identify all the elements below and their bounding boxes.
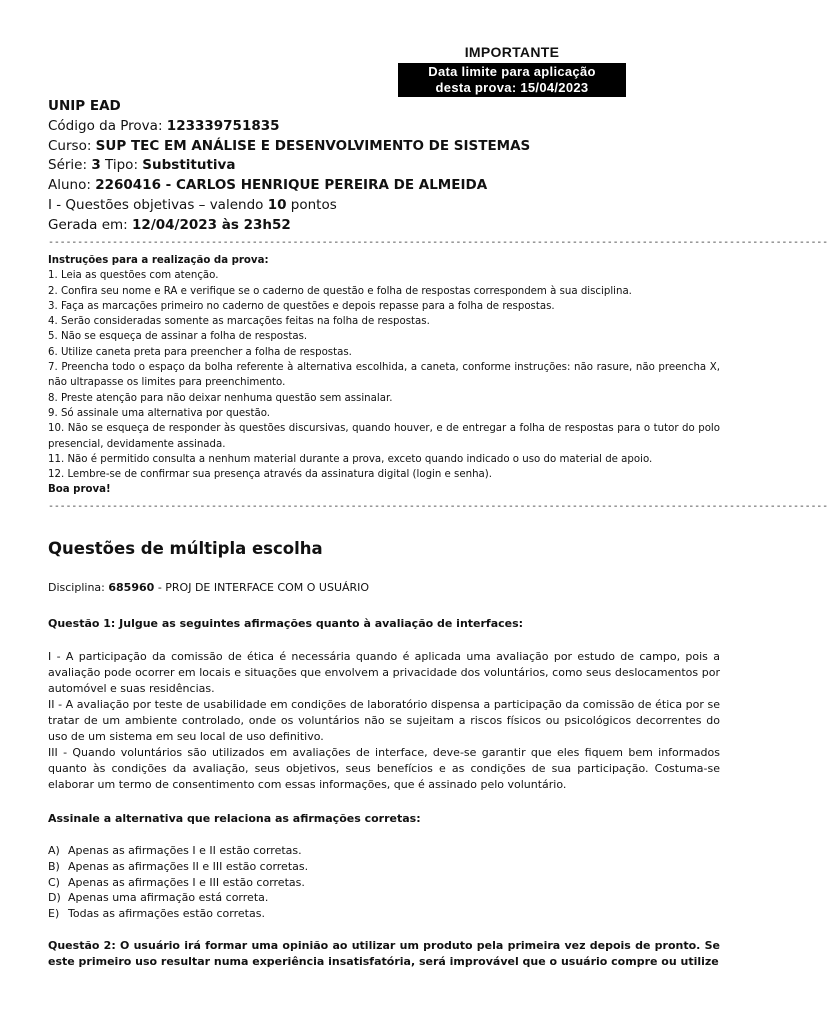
series-label: Série:: [48, 157, 88, 174]
alternative-c[interactable]: [48, 875, 720, 891]
generated-date: 12/04/2023 às 23h52: [132, 216, 291, 233]
alternative-letter: C): [48, 875, 60, 889]
instruction-item: 9. Só assinale uma alternativa por questão.: [48, 407, 271, 419]
course-line: [48, 137, 728, 157]
instruction-item: 12. Lembre-se de confirmar sua presença através da assinatura digital (login e senha).: [48, 469, 493, 481]
question-1-title: Questão 1: Julgue as seguintes afirmações quanto à avaliação de interfaces:: [48, 617, 524, 630]
alternative-letter: A): [48, 844, 60, 857]
exam-code-label: Código da Prova:: [48, 117, 163, 134]
instruction-item: 10. Não se esqueça de responder às questões discursivas, quando houver, e de entregar a folha de respostas para o tutor do polo presencial, devidamente assinada.: [48, 423, 720, 450]
instruction-item: 8. Preste atenção para não deixar nenhuma questão sem assinalar.: [48, 392, 393, 404]
separator-top: --------------------------------------------------------------------------------------------------------------------------------------: [48, 237, 828, 248]
section-points: 10: [267, 196, 287, 213]
section-title: Questões de múltipla escolha: [48, 539, 323, 558]
alternative-b[interactable]: [48, 859, 720, 875]
series-line: [48, 156, 728, 176]
student-name: 2260416 - CARLOS HENRIQUE PEREIRA DE ALMEIDA: [95, 177, 488, 194]
instruction-item: 4. Serão consideradas somente as marcações feitas na folha de respostas.: [48, 316, 430, 328]
alternative-text: Apenas as afirmações I e II estão corretas.: [68, 844, 302, 857]
instructions-heading: Instruções para a realização da prova:: [48, 255, 269, 266]
question-1-alternatives: [48, 843, 720, 922]
deadline-line-2: desta prova: 15/04/2023: [435, 80, 589, 95]
institution-name: UNIP EAD: [48, 98, 121, 114]
section-suffix: pontos: [290, 196, 337, 213]
series-value: 3: [91, 157, 101, 174]
alternative-d[interactable]: [48, 890, 720, 906]
statement-3: III - Quando voluntários são utilizados em avaliações de interface, deve-se garantir que eles fiquem bem informados quanto às condições da avaliação, seus objetivos, seus benefícios e as condições de sua participação. Costuma-se elaborar um termo de consentimento com essas informações, que é assinado pelo voluntário.: [48, 746, 720, 791]
student-line: [48, 176, 728, 196]
statement-1: I - A participação da comissão de ética é necessária quando é aplicada uma avaliação por estudo de campo, pois a avaliação pode ocorrer em locais e situações que envolvem a privacidade dos voluntários, como seus deslocamentos por automóvel e suas residências.: [48, 650, 720, 695]
discipline-name: - PROJ DE INTERFACE COM O USUÁRIO: [157, 581, 370, 594]
alternative-a[interactable]: [48, 843, 720, 859]
student-label: Aluno:: [48, 177, 91, 194]
section-points-line: [48, 196, 728, 216]
alternative-text: Apenas as afirmações I e III estão corretas.: [68, 875, 305, 889]
section-prefix: I - Questões objetivas – valendo: [48, 196, 264, 213]
alternative-text: Todas as afirmações estão corretas.: [68, 907, 265, 921]
deadline-line-1: Data limite para aplicação: [428, 64, 596, 79]
discipline-line: [48, 580, 720, 596]
question-1: [48, 616, 720, 632]
instructions-block: [48, 253, 720, 498]
instruction-item: 11. Não é permitido consulta a nenhum material durante a prova, exceto quando indicado o uso do material de apoio.: [48, 453, 653, 465]
question-1-prompt: Assinale a alternativa que relaciona as afirmações corretas:: [48, 812, 421, 825]
question-1-statements: [48, 649, 720, 793]
instruction-item: 1. Leia as questões com atenção.: [48, 270, 219, 282]
deadline-banner: [398, 63, 626, 97]
instruction-item: 2. Confira seu nome e RA e verifique se o caderno de questão e folha de respostas correspondem à sua disciplina.: [48, 285, 632, 297]
instruction-item: 3. Faça as marcações primeiro no caderno de questões e depois repasse para a folha de respostas.: [48, 300, 555, 312]
generated-line: [48, 216, 728, 236]
statement-2: II - A avaliação por teste de usabilidade em condições de laboratório dispensa a participação da comissão de ética por se tratar de um ambiente controlado, onde os voluntários não se sujeitam a riscos físicos ou psicológicos decorrentes do uso de um sistema em seu local de uso definitivo.: [48, 698, 720, 743]
course-name: SUP TEC EM ANÁLISE E DESENVOLVIMENTO DE SISTEMAS: [95, 137, 531, 154]
alternative-letter: D): [48, 891, 61, 905]
question-1-prompt-block: [48, 811, 720, 827]
generated-label: Gerada em:: [48, 216, 128, 233]
exam-header: [48, 97, 728, 236]
alternative-letter: E): [48, 907, 60, 921]
instruction-item: 5. Não se esqueça de assinar a folha de respostas.: [48, 331, 308, 343]
question-2: [48, 938, 720, 970]
course-label: Curso:: [48, 137, 92, 154]
good-luck-text: Boa prova!: [48, 484, 111, 496]
alternative-text: Apenas as afirmações II e III estão corretas.: [68, 859, 309, 873]
discipline-code: 685960: [108, 581, 155, 594]
important-label: IMPORTANTE: [464, 44, 560, 60]
alternative-e[interactable]: [48, 906, 720, 922]
question-2-title: Questão 2: O usuário irá formar uma opinião ao utilizar um produto pela primeira vez depois de pronto. Se este primeiro uso resultar numa experiência insatisfatória, será improvável que o usuário compre ou utilize: [48, 939, 720, 968]
alternative-text: Apenas uma afirmação está correta.: [68, 891, 269, 905]
type-label: Tipo:: [105, 157, 138, 174]
instruction-item: 6. Utilize caneta preta para preencher a folha de respostas.: [48, 346, 352, 358]
type-value: Substitutiva: [142, 157, 236, 174]
alternative-letter: B): [48, 859, 60, 873]
exam-code-line: [48, 117, 728, 137]
discipline-label: Disciplina:: [48, 581, 105, 594]
exam-code: 123339751835: [166, 117, 280, 134]
separator-bottom: --------------------------------------------------------------------------------------------------------------------------------------: [48, 501, 828, 512]
instruction-item: 7. Preencha todo o espaço da bolha referente à alternativa escolhida, a caneta, conforme instruções: não rasure, não preencha X, não ultrapasse os limites para preenchimento.: [48, 362, 720, 389]
